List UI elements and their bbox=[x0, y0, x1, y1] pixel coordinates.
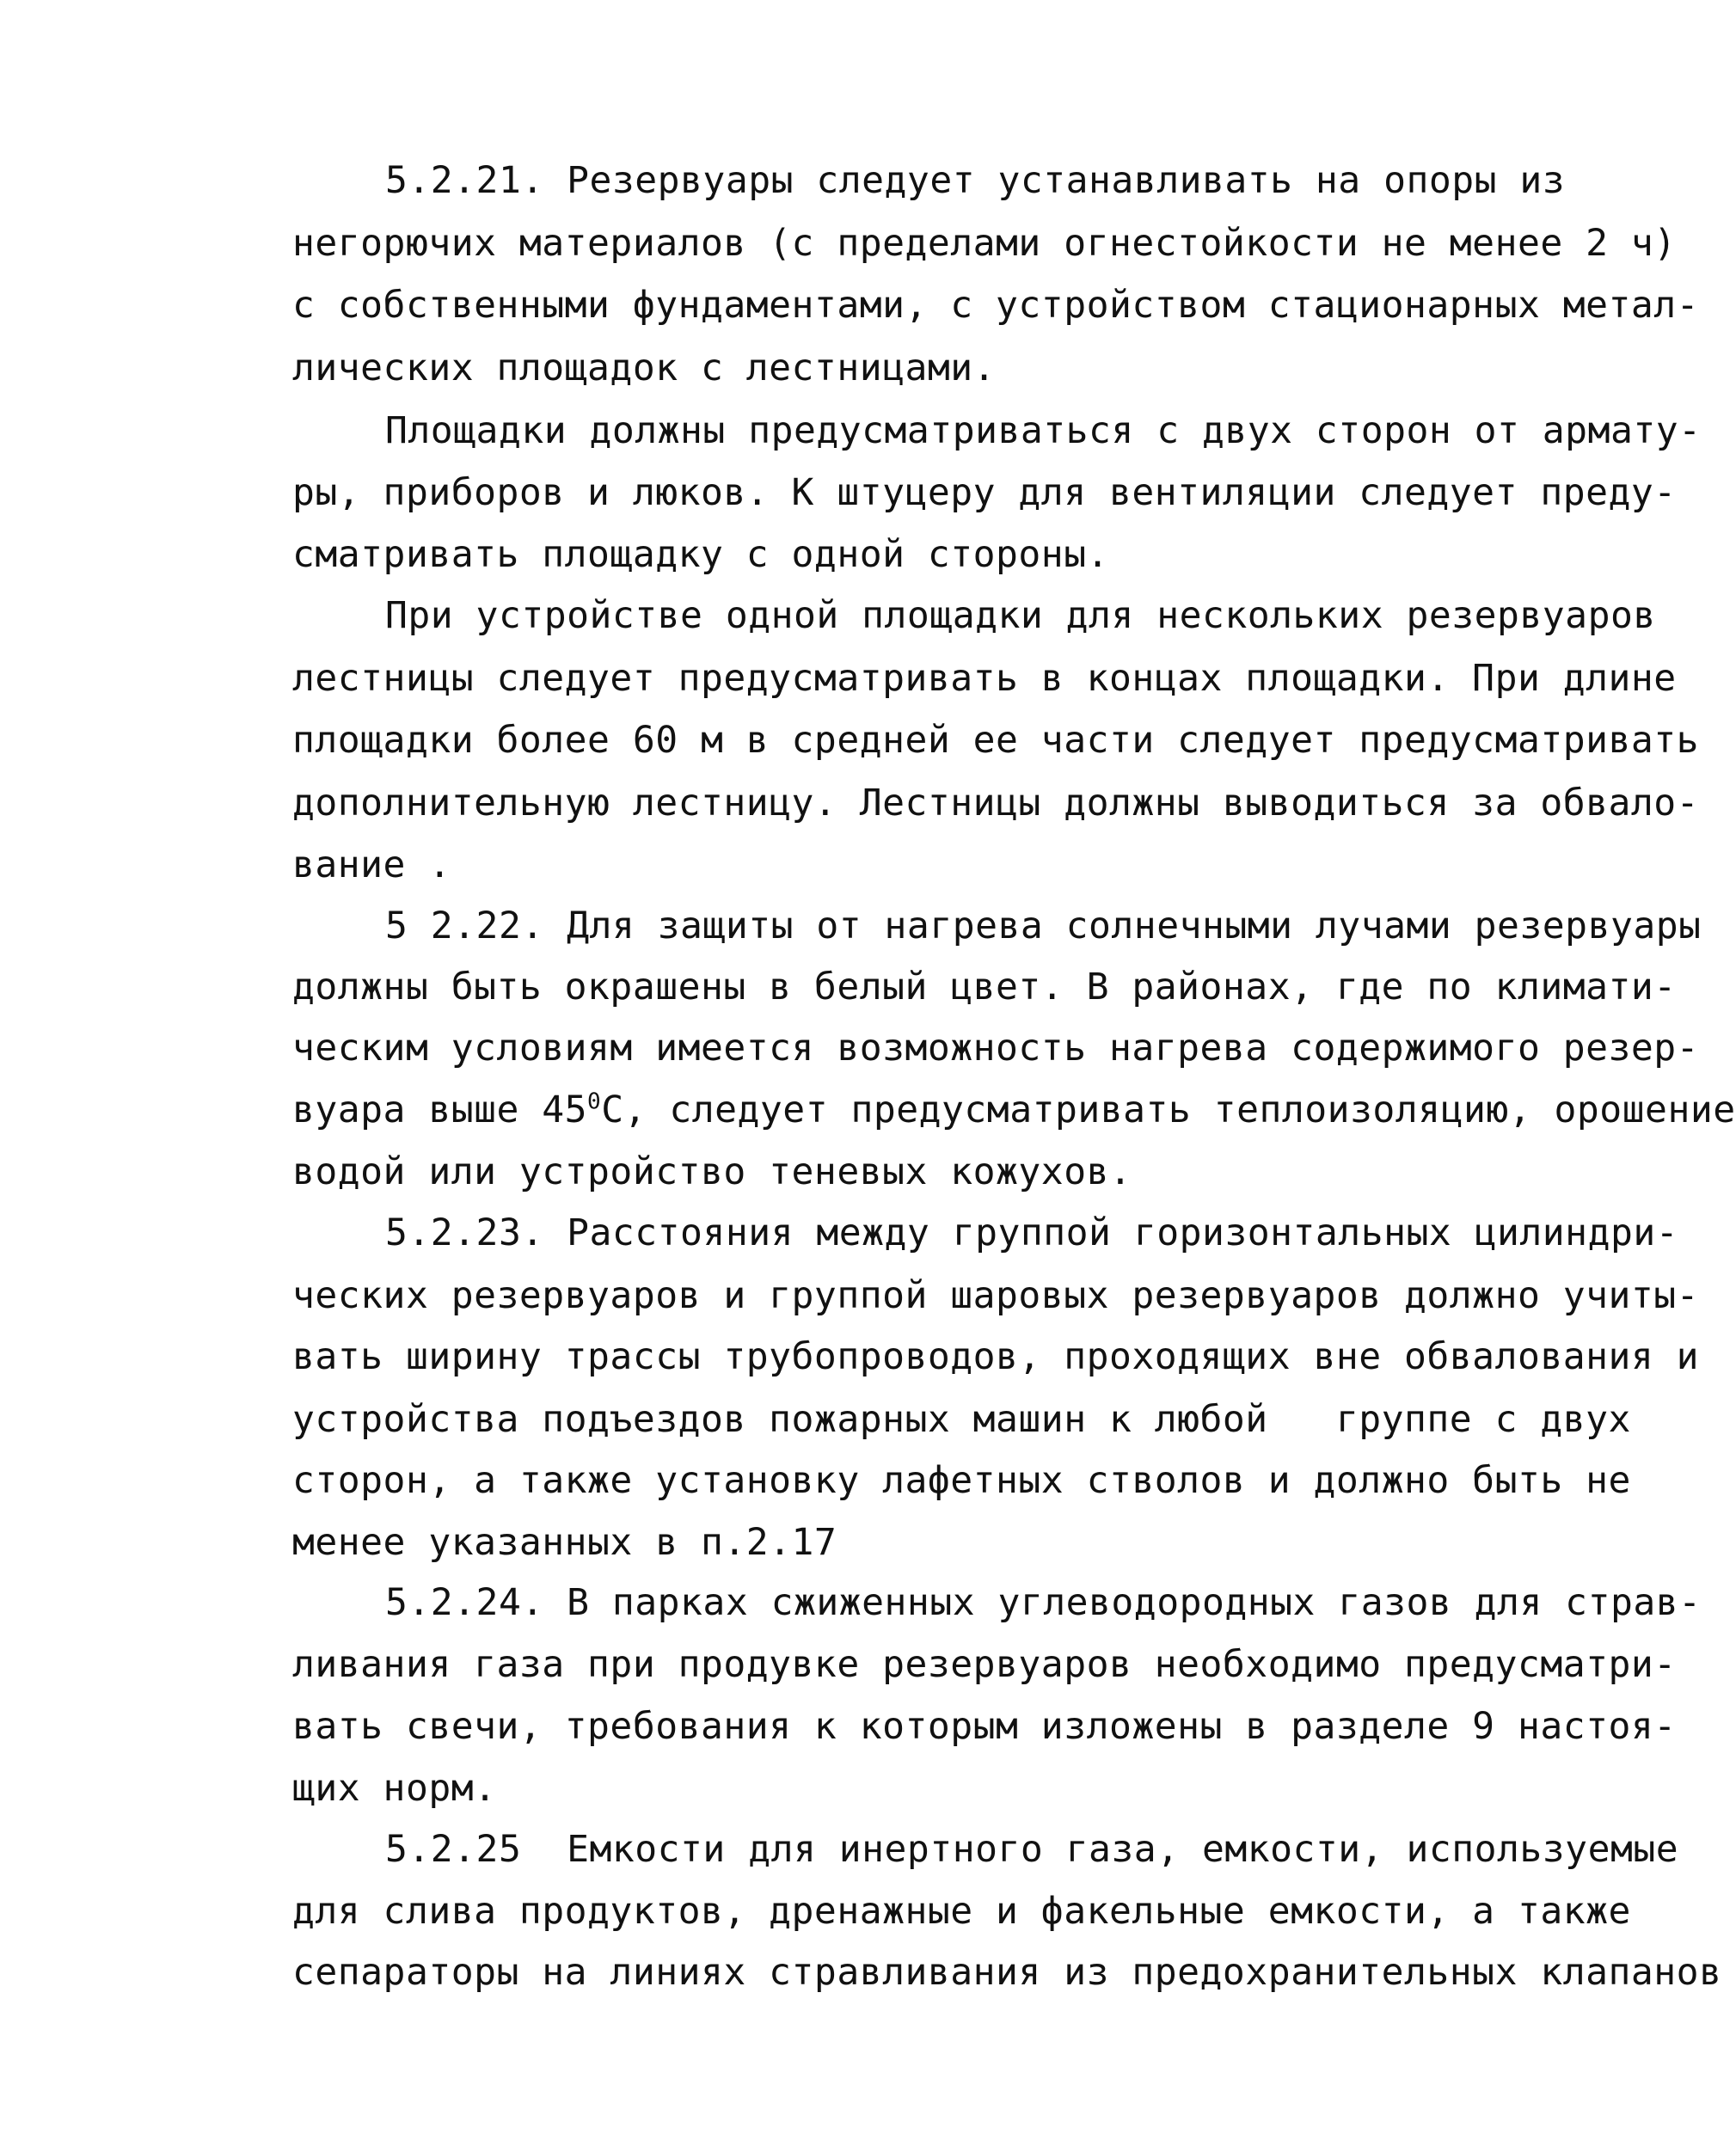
text-line: ры, приборов и люков. К штуцеру для вентиляции следует преду- bbox=[292, 471, 1677, 514]
text-line: При устройстве одной площадки для нескольких резервуаров bbox=[385, 594, 1656, 637]
text-fragment: вуара выше 45 bbox=[292, 1088, 588, 1131]
text-line: лестницы следует предусматривать в концах площадки. При длине bbox=[292, 657, 1677, 700]
text-line: для слива продуктов, дренажные и факельные емкости, а также bbox=[292, 1890, 1631, 1933]
text-line: щих норм. bbox=[292, 1767, 497, 1810]
text-line: ливания газа при продувке резервуаров необходимо предусматри- bbox=[292, 1643, 1677, 1686]
text-line bbox=[292, 1088, 1736, 1132]
text-line: сепараторы на линиях стравливания из предохранительных клапанов bbox=[292, 1951, 1722, 1994]
text-line: лических площадок с лестницами. bbox=[292, 346, 997, 389]
text-line: дополнительную лестницу. Лестницы должны выводиться за обвало- bbox=[292, 782, 1700, 825]
text-line: 5.2.21. Резервуары следует устанавливать на опоры из bbox=[385, 159, 1566, 202]
text-line: Площадки должны предусматриваться с двух сторон от армату- bbox=[385, 409, 1702, 452]
text-line: устройства подъездов пожарных машин к любой группе с двух bbox=[292, 1398, 1631, 1441]
text-line: 5.2.24. В парках сжиженных углеводородных газов для страв- bbox=[385, 1581, 1702, 1624]
text-line: должны быть окрашены в белый цвет. В районах, где по климати- bbox=[292, 966, 1677, 1009]
text-fragment: С, следует предусматривать теплоизоляцию, орошение bbox=[601, 1088, 1736, 1131]
text-line: 5 2.22. Для защиты от нагрева солнечными лучами резервуары bbox=[385, 904, 1702, 947]
superscript: 0 bbox=[587, 1088, 602, 1115]
text-line: площадки более 60 м в средней ее части следует предусматривать bbox=[292, 719, 1700, 762]
text-line: менее указанных в п.2.17 bbox=[292, 1521, 837, 1564]
text-line: 5.2.25 Емкости для инертного газа, емкости, используемые bbox=[385, 1828, 1679, 1871]
text-line: вать ширину трассы трубопроводов, проходящих вне обвалования и bbox=[292, 1335, 1700, 1378]
text-line: вать свечи, требования к которым изложены в разделе 9 настоя- bbox=[292, 1705, 1677, 1748]
text-line: ческих резервуаров и группой шаровых резервуаров должно учиты- bbox=[292, 1274, 1700, 1317]
text-line: ческим условиям имеется возможность нагрева содержимого резер- bbox=[292, 1027, 1700, 1070]
text-line: 5.2.23. Расстояния между группой горизонтальных цилиндри- bbox=[385, 1211, 1679, 1254]
text-line: сматривать площадку с одной стороны. bbox=[292, 533, 1109, 576]
text-line: водой или устройство теневых кожухов. bbox=[292, 1150, 1132, 1193]
text-line: негорючих материалов (с пределами огнестойкости не менее 2 ч) bbox=[292, 222, 1677, 265]
text-line: сторон, а также установку лафетных стволов и должно быть не bbox=[292, 1459, 1631, 1502]
text-line: с собственными фундаментами, с устройством стационарных метал- bbox=[292, 284, 1700, 327]
text-line: вание . bbox=[292, 843, 451, 886]
